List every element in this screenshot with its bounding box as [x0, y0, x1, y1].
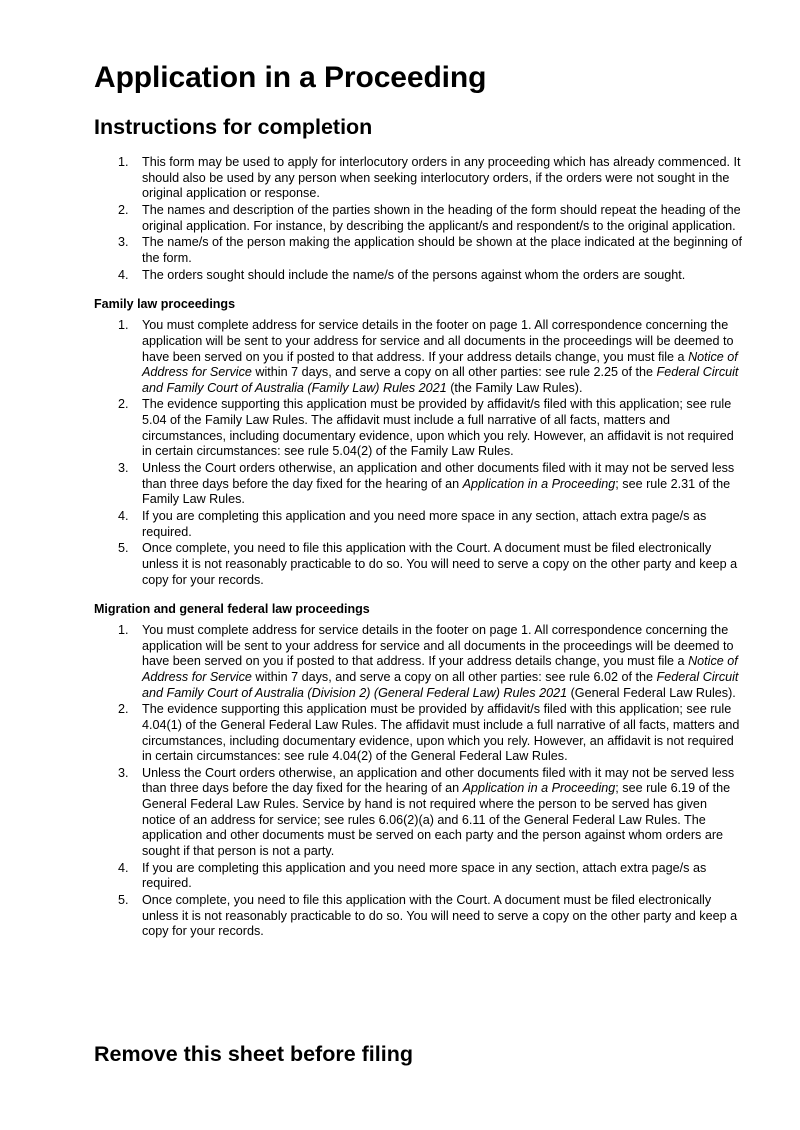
list-item-number: 5.	[118, 541, 129, 556]
instructions-heading: Instructions for completion	[94, 115, 373, 139]
list-item-text: ; see rule 2.31 of the Family Law Rules.	[142, 476, 731, 507]
list-item-text: Once complete, you need to file this application with the Court. A document must be filed electronically unless it is not reasonably practicable to do so. You will need to serve a copy on the other party and keep a copy for your records.	[142, 893, 738, 939]
italic-reference: Notice of Address for Service	[142, 654, 738, 684]
list-item-text: This form may be used to apply for interlocutory orders in any proceeding which has already commenced. It should also be used by any person when seeking interlocutory orders, if the orders were not sought in the original application or response.	[142, 155, 741, 201]
list-item-text: The evidence supporting this application must be provided by affidavit/s filed with this application; see rule 4.04(1) of the General Federal Law Rules. The affidavit must include a full narrative of all facts, matters and circumstances, including documentary evidence, upon which you rely. However, an affidavit is not required in certain circumstances: see rule 4.04(2) of the General Federal Law Rules.	[142, 702, 740, 764]
list-item	[94, 702, 744, 764]
list-item-text: The names and description of the parties shown in the heading of the form should repeat the heading of the original application. For instance, by describing the applicant/s and respondent/s to the original application.	[142, 202, 741, 233]
list-item	[94, 203, 744, 234]
list-item	[94, 766, 744, 860]
list-item	[94, 461, 744, 508]
document-page	[94, 58, 744, 941]
list-item-text: Unless the Court orders otherwise, an application and other documents filed with it may not be served less than three days before the day fixed for the hearing of an	[142, 461, 735, 491]
italic-reference: Federal Circuit and Family Court of Australia (Division 2) (General Federal Law) Rules 2021	[142, 669, 739, 700]
list-item	[94, 268, 744, 284]
italic-reference: Application in a Proceeding	[462, 476, 616, 491]
list-item	[94, 861, 744, 892]
remove-sheet-notice: Remove this sheet before filing	[94, 1042, 413, 1066]
list-item-text: The name/s of the person making the application should be shown at the place indicated at the beginning of the form.	[142, 235, 743, 265]
list-item-text: within 7 days, and serve a copy on all other parties: see rule 6.02 of the	[251, 669, 657, 684]
migration-instructions-list	[94, 623, 744, 940]
list-item	[94, 155, 744, 202]
list-item-text: within 7 days, and serve a copy on all other parties: see rule 2.25 of the	[251, 365, 657, 380]
list-item	[94, 541, 744, 588]
list-item-number: 4.	[118, 509, 129, 523]
list-item-text: ; see rule 6.19 of the General Federal Law Rules. Service by hand is not required where the person to be served has given notice of an address for service; see rules 6.06(2)(a) and 6.11 of the General Federal Law Rules. The application and other documents must be served on each party and the person against whom orders are sought if that person is not a party.	[142, 781, 731, 858]
list-item	[94, 509, 744, 540]
list-item-number: 5.	[118, 893, 129, 907]
list-item-number: 1.	[118, 318, 129, 333]
list-item	[94, 893, 744, 940]
family-law-instructions-list	[94, 318, 744, 588]
page-title: Application in a Proceeding	[94, 61, 487, 94]
list-item-text: You must complete address for service details in the footer on page 1. All correspondence concerning the application will be sent to your address for service and all documents in the proceedings will be deemed to have been served on you if posted to that address. If your address details change, you must file a	[142, 623, 734, 669]
list-item	[94, 623, 744, 701]
list-item-text: The orders sought should include the name/s of the persons against whom the orders are sought.	[142, 267, 686, 282]
list-item-number: 1.	[118, 623, 129, 638]
list-item	[94, 318, 744, 396]
list-item-number: 2.	[118, 702, 129, 717]
list-item-text: (General Federal Law Rules).	[567, 685, 736, 700]
family-law-heading: Family law proceedings	[94, 297, 236, 312]
list-item-text: If you are completing this application and you need more space in any section, attach extra page/s as required.	[142, 860, 707, 891]
migration-heading: Migration and general federal law proceedings	[94, 602, 370, 617]
list-item-number: 4.	[118, 267, 129, 282]
list-item-text: Once complete, you need to file this application with the Court. A document must be filed electronically unless it is not reasonably practicable to do so. You will need to serve a copy on the other party and keep a copy for your records.	[142, 541, 738, 587]
list-item-text: The evidence supporting this application must be provided by affidavit/s filed with this application; see rule 5.04 of the Family Law Rules. The affidavit must include a full narrative of all facts, matters and circumstances, including documentary evidence, upon which you rely. However, an affidavit is not required in certain circumstances: see rule 5.04(2) of the Family Law Rules.	[142, 397, 734, 459]
list-item-text: Unless the Court orders otherwise, an application and other documents filed with it may not be served less than three days before the day fixed for the hearing of an	[142, 765, 735, 796]
list-item-number: 3.	[118, 765, 129, 780]
list-item	[94, 235, 744, 266]
list-item-number: 2.	[118, 202, 129, 217]
list-item-number: 1.	[118, 155, 129, 169]
list-item-number: 3.	[118, 461, 129, 476]
list-item-number: 2.	[118, 397, 129, 412]
list-item-number: 3.	[118, 235, 129, 250]
general-instructions-list	[94, 155, 744, 283]
list-item-number: 4.	[118, 860, 129, 875]
list-item-text: You must complete address for service details in the footer on page 1. All correspondence concerning the application will be sent to your address for service and all documents in the proceedings will be deemed to have been served on you if posted to that address. If your address details change, you must file a	[142, 318, 734, 364]
list-item-text: (the Family Law Rules).	[446, 380, 583, 395]
italic-reference: Application in a Proceeding	[462, 781, 616, 796]
list-item-text: If you are completing this application and you need more space in any section, attach extra page/s as required.	[142, 509, 707, 539]
italic-reference: Notice of Address for Service	[142, 349, 738, 380]
list-item	[94, 397, 744, 459]
italic-reference: Federal Circuit and Family Court of Australia (Family Law) Rules 2021	[142, 365, 739, 395]
